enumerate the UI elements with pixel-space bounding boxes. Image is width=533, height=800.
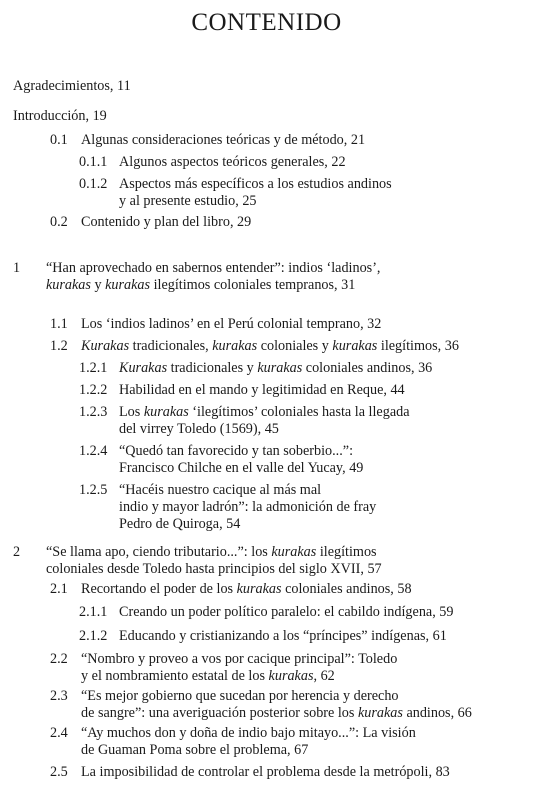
toc-entry-text [81, 338, 459, 355]
toc-entry-text [119, 404, 410, 438]
toc-line: Habilidad en el mando y legitimidad en Reque, 44 [119, 382, 405, 398]
section-number: 1.2 [50, 338, 68, 354]
toc-line: Educando y cristianizando a los “príncipes” indígenas, 61 [119, 628, 447, 644]
toc-line: Introducción, 19 [13, 108, 107, 124]
section-number: 1.2.1 [79, 360, 108, 376]
toc-entry-text [46, 544, 382, 578]
toc-line: Creando un poder político paralelo: el cabildo indígena, 59 [119, 604, 454, 620]
toc-line: Agradecimientos, 11 [13, 78, 131, 94]
toc-line: “Hacéis nuestro cacique al más mal [119, 482, 322, 498]
toc-line: Aspectos más específicos a los estudios andinos [119, 176, 392, 192]
toc-line: “Es mejor gobierno que sucedan por herencia y derecho [81, 688, 399, 704]
toc-entry-text [81, 581, 412, 598]
toc-line: “Se llama apo, ciendo tributario...”: los kurakas ilegítimos [46, 544, 377, 560]
toc-entry-text [81, 688, 472, 722]
toc-line: del virrey Toledo (1569), 45 [119, 421, 279, 437]
toc-line: Kurakas tradicionales, kurakas coloniales y kurakas ilegítimos, 36 [81, 338, 459, 354]
toc-line: La imposibilidad de controlar el problema desde la metrópoli, 83 [81, 764, 450, 780]
toc-entry-text [119, 176, 392, 210]
toc-entry-text [13, 78, 131, 95]
section-number: 1.2.4 [79, 443, 108, 459]
toc-line: Pedro de Quiroga, 54 [119, 516, 241, 532]
toc-line: kurakas y kurakas ilegítimos coloniales tempranos, 31 [46, 277, 356, 293]
section-number: 1.2.5 [79, 482, 108, 498]
toc-line: y al presente estudio, 25 [119, 193, 257, 209]
section-number: 1.2.2 [79, 382, 108, 398]
toc-line: y el nombramiento estatal de los kurakas, 62 [81, 668, 335, 684]
toc-entry-text [81, 214, 251, 231]
toc-entry-text [119, 382, 405, 399]
section-number: 2.3 [50, 688, 68, 704]
toc-line: “Quedó tan favorecido y tan soberbio...”: [119, 443, 354, 459]
toc-entry-text [119, 604, 454, 621]
page-title: CONTENIDO [191, 9, 342, 36]
toc-line: Algunas consideraciones teóricas y de método, 21 [81, 132, 366, 148]
toc-line: “Han aprovechado en sabernos entender”: indios ‘ladinos’, [46, 260, 381, 276]
section-number: 1.1 [50, 316, 68, 332]
section-number: 1.2.3 [79, 404, 108, 420]
section-number: 2.5 [50, 764, 68, 780]
toc-entry-text [81, 725, 416, 759]
section-number: 2.1.1 [79, 604, 108, 620]
toc-entry-text [119, 628, 447, 645]
toc-entry-text [81, 764, 450, 781]
section-number: 0.1.1 [79, 154, 108, 170]
toc-entry-text [81, 316, 381, 333]
toc-line: Kurakas tradicionales y kurakas coloniales andinos, 36 [119, 360, 433, 376]
toc-line: “Ay muchos don y doña de indio bajo mitayo...”: La visión [81, 725, 416, 741]
toc-entry-text [119, 154, 346, 171]
section-number: 2.2 [50, 651, 68, 667]
section-number: 2.1 [50, 581, 68, 597]
toc-entry-text [119, 360, 432, 377]
toc-line: de Guaman Poma sobre el problema, 67 [81, 742, 309, 758]
section-number: 2.4 [50, 725, 68, 741]
toc-line: coloniales desde Toledo hasta principios del siglo XVII, 57 [46, 561, 382, 577]
toc-line: “Nombro y proveo a vos por cacique principal”: Toledo [81, 651, 398, 667]
section-number: 0.1.2 [79, 176, 108, 192]
toc-entry-text [119, 443, 363, 477]
toc-line: de sangre”: una averiguación posterior sobre los kurakas andinos, 66 [81, 705, 472, 721]
toc-line: indio y mayor ladrón”: la admonición de fray [119, 499, 377, 515]
toc-line: Contenido y plan del libro, 29 [81, 214, 252, 230]
section-number: 0.1 [50, 132, 68, 148]
toc-line: Francisco Chilche en el valle del Yucay, 49 [119, 460, 364, 476]
section-number: 0.2 [50, 214, 68, 230]
toc-entry-text [13, 108, 107, 125]
toc-line: Recortando el poder de los kurakas coloniales andinos, 58 [81, 581, 412, 597]
section-number: 2.1.2 [79, 628, 108, 644]
chapter-number: 1 [13, 260, 21, 276]
chapter-number: 2 [13, 544, 21, 560]
toc-line: Los ‘indios ladinos’ en el Perú colonial temprano, 32 [81, 316, 382, 332]
toc-entry-text [81, 132, 365, 149]
toc-entry-text [46, 260, 380, 294]
toc-entry-text [119, 482, 376, 533]
toc-entry-text [81, 651, 397, 685]
toc-line: Los kurakas ‘ilegítimos’ coloniales hasta la llegada [119, 404, 410, 420]
toc-line: Algunos aspectos teóricos generales, 22 [119, 154, 346, 170]
